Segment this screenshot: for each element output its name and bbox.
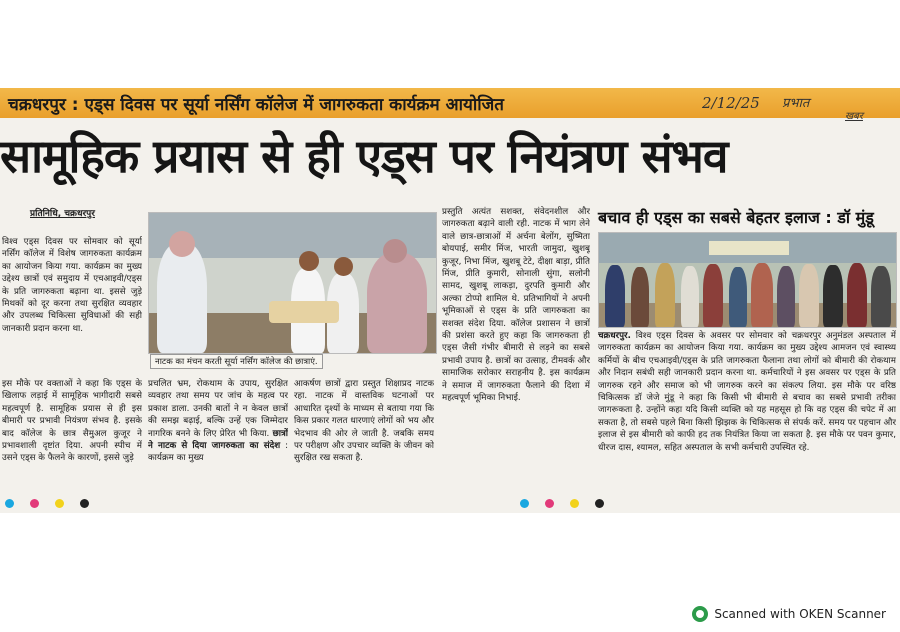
newspaper-clipping (0, 88, 900, 513)
tag-band (0, 88, 900, 118)
photo-person-head (169, 231, 195, 257)
column-4-text: प्रस्तुति अत्यंत सशक्त, संवेदनशील और जागरुकता बढ़ाने वाली रही. नाटक में भाग लेने वाले छात्र-छात्राओं में अर्चना बेलोंग, सुष्मिता बोयपाई, समीर मिंज, भारती जामुदा, खुशबू कुजूर, निभा मिंज, खुशबू टेटे, दीक्षा बाड़ा, प्रीति मिंज, प्रीति कुमारी, सोनाली सुंगा, सलोनी सामद, खुशबू लाकड़ा, दुरपति कुमारी और अल्का टोप्पो शामिल थे. प्रतिभागियों ने अपनी भूमिकाओं से एड्स के प्रति जागरुकता का सशक्त संदेश दिया. कॉलेज प्रशासन ने छात्रों की प्रशंसा करते हुए कहा कि जागरुकता ही एड्स जैसी गंभीर बीमारी से लड़ने का सबसे प्रभावी उपाय है. छात्रों का उत्साह, टीमवर्क और सामाजिक सरोकार सराहनीय है. इस कार्यक्रम ने समाज में जागरुकता फैलाने की दिशा में महत्वपूर्ण भूमिका निभाई. (442, 207, 590, 404)
scanner-label: Scanned with OKEN Scanner (714, 607, 886, 621)
tag-line: चक्रधरपुर : एड्स दिवस पर सूर्या नर्सिंग कॉलेज में जागरुकता कार्यक्रम आयोजित (8, 95, 504, 115)
side-body-content: विश्व एड्स दिवस के अवसर पर सोमवार को चक्रधरपुर अनुमंडल अस्पताल में जागरुकता कार्यक्रम का आयोजन किया गया. कार्यक्रम का मुख्य उद्देश्य आमजन एवं स्वास्थ्य कर्मियों के बीच एचआइवी/एड्स के प्रति जागरुकता फैलाना तथा लोगों को बीमारी की रोकथाम और निदान सबंधी सही जानकारी प्रदान करना था. कर्मचारियों ने इस अवसर पर एड्स के प्रति जागरुक रहने और समाज को भी जागरुक करने का संकल्प लिया. इस मौके पर वरिष्ठ चिकित्सक डॉ जेजे मुंडू ने कहा कि किसी भी बीमारी से बचाव का सबसे प्रभावी तरीका जागरूकता है. उन्होंने कहा यदि किसी व्यक्ति को यह महसूस हो कि वह एड्स की चपेट में आ सकता है, तो सबसे पहले बिना किसी झिझक के चिकित्सक से संपर्क करें. समय पर पहचान और इलाज से इस बीमारी को काफी हद तक नियंत्रित किया जा सकता है. इस मौके पर पवन कुमार, धीरज दास, श्यामल, सहित अस्पताल के सभी कर्मचारी उपस्थित रहे. (598, 331, 896, 453)
photo-person (871, 266, 891, 327)
column-3 (294, 378, 434, 510)
photo-person (655, 263, 675, 327)
column-1-top (2, 236, 142, 376)
photo-person-head (299, 251, 319, 271)
photo-person (703, 264, 723, 327)
drama-photo (148, 212, 437, 354)
registration-dot (545, 499, 554, 508)
handwritten-source: प्रभात (782, 96, 810, 111)
column-2-body: प्रचलित भ्रम, रोकथाम के उपाय, सुरक्षित व्यवहार तथा समय पर जांच के महत्व पर प्रकाश डाला. उनकी बातों ने न केवल छात्रों की समझ बढ़ाई, बल्कि उन्हें एक जिम्मेदार नागरिक बनने के लिए प्रेरित भी किया. (148, 379, 288, 439)
hospital-photo (598, 232, 897, 328)
column-1-bottom-text: इस मौके पर वक्ताओं ने कहा कि एड्स के खिलाफ लड़ाई में सामूहिक भागीदारी सबसे महत्वपूर्ण है. सामूहिक प्रयास से ही इस बीमारी पर प्रभावी नियंत्रण संभव है. इसके बाद कॉलेज के छात्र सैमुअल कुजूर ने प्रभावशाली दृष्टांत दिया. अपनी स्पीच में उसने एड्स के फैलने के कारणों, इससे जुड़े (2, 379, 142, 464)
photo-person (823, 265, 843, 327)
side-headline: बचाव ही एड्स का सबसे बेहतर इलाज : डॉ मुंडू (598, 208, 874, 227)
photo-caption: नाटक का मंचन करती सूर्या नर्सिंग कॉलेज की छात्राएं. (150, 354, 323, 369)
registration-dot (5, 499, 14, 508)
photo-person (751, 263, 773, 327)
registration-dot (30, 499, 39, 508)
photo-person (605, 265, 625, 327)
photo-person (157, 243, 207, 353)
registration-dot (55, 499, 64, 508)
column-2-tail: : कार्यक्रम का मुख्य (148, 441, 288, 464)
photo-person (847, 263, 867, 327)
column-3-text: आकर्षण छात्रों द्वारा प्रस्तुत शिक्षाप्रद नाटक रहा. नाटक में वास्तविक घटनाओं पर आधारित दृश्यों के माध्यम से बताया गया कि किस प्रकार गलत धारणाएं लोगों को भय और भेदभाव की ओर ले जाती है. जबकि समय पर परीक्षण और उपचार व्यक्ति के जीवन को सुरक्षित रख सकता है. (294, 379, 434, 464)
column-1-top-text: विश्व एड्स दिवस पर सोमवार को सूर्या नर्सिंग कॉलेज में विशेष जागरुकता कार्यक्रम का आयोजन किया गया. कार्यक्रम का मुख्य उद्देश्य छात्रों एवं समुदाय में एचआइवी/एड्स के प्रति जागरुकता बढ़ाना था. इससे जुड़े मिथकों को दूर करना तथा सुरक्षित व्यवहार और उपलब्ध चिकित्सा सुविधाओं की सही जानकारी प्रदान करना था. (2, 237, 142, 334)
side-body-lead: चक्रधरपुर. (598, 331, 631, 341)
handwritten-source-2: खबर (845, 111, 863, 122)
photo-table (269, 301, 339, 323)
registration-marks (0, 499, 900, 509)
headline: सामूहिक प्रयास से ही एड्स पर नियंत्रण संभव (0, 129, 728, 183)
handwritten-date: 2/12/25 (702, 94, 760, 112)
oken-logo-icon (692, 606, 708, 622)
column-4 (442, 206, 590, 510)
photo-person (799, 264, 819, 327)
photo-person-head (334, 257, 353, 276)
side-body (598, 330, 896, 490)
photo-person (681, 266, 699, 327)
photo-person (367, 253, 427, 353)
scanner-watermark (692, 606, 886, 622)
column-2-text (148, 378, 288, 465)
byline: प्रतिनिधि, चक्रधरपुर (30, 209, 95, 219)
photo-banner (709, 241, 789, 255)
photo-person (777, 266, 795, 327)
registration-dot (520, 499, 529, 508)
column-2 (148, 378, 288, 510)
registration-dot (570, 499, 579, 508)
side-body-text (598, 330, 896, 454)
column-2-subhead: छात्रों ने नाटक से दिया जागरुकता का संदेश (148, 428, 288, 452)
registration-dot (80, 499, 89, 508)
photo-person (729, 267, 747, 327)
registration-dot (595, 499, 604, 508)
column-1-bottom (2, 378, 142, 510)
photo-person-head (383, 239, 407, 263)
photo-person (631, 267, 649, 327)
